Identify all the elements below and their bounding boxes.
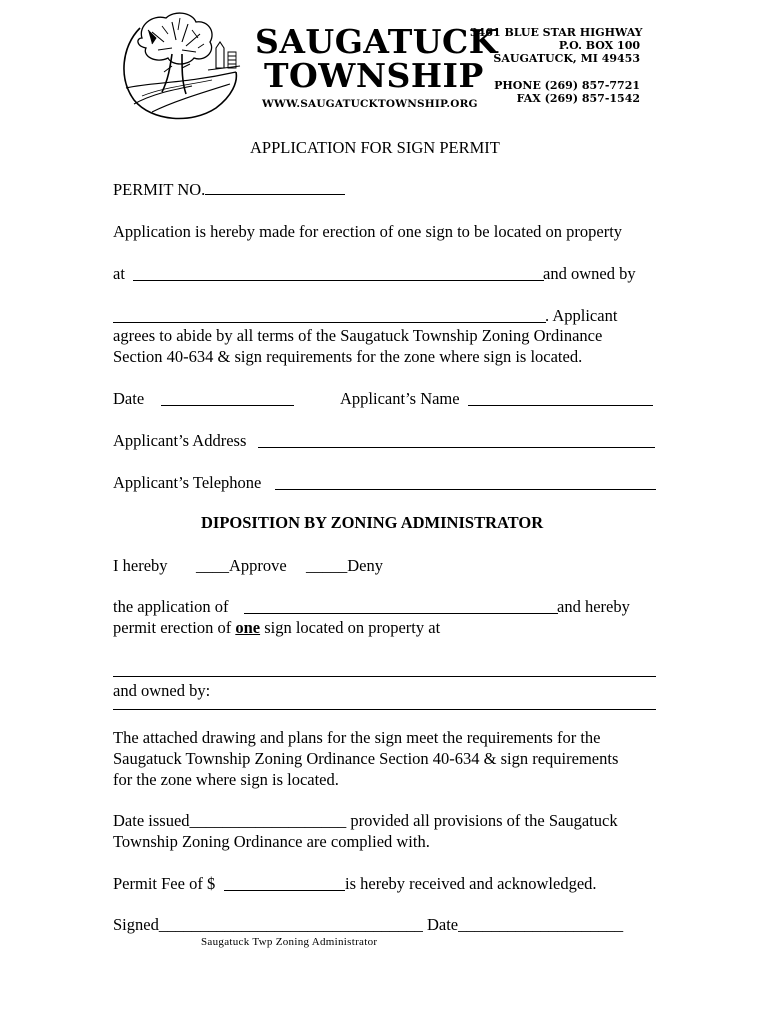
applicant-telephone-field[interactable]: [275, 489, 656, 490]
application-of-label: the application of: [113, 597, 229, 616]
approve-blank[interactable]: ____: [196, 556, 229, 575]
disposition-property-field[interactable]: [113, 676, 656, 677]
signed-label: Signed: [113, 915, 159, 934]
applicant-telephone-label: Applicant’s Telephone: [113, 473, 262, 492]
permit-erection-pre: permit erection of: [113, 618, 232, 637]
owner-name-field[interactable]: [113, 322, 546, 323]
and-hereby-label: and hereby: [557, 597, 630, 616]
address-block: [470, 26, 643, 105]
applicant-address-field[interactable]: [258, 447, 655, 448]
permit-no-field[interactable]: [205, 193, 345, 195]
requirements-line1: The attached drawing and plans for the sign meet the requirements for the: [113, 728, 601, 747]
agreement-line1: agrees to abide by all terms of the Saugatuck Township Zoning Ordinance: [113, 326, 603, 345]
permit-fee-label: Permit Fee of $: [113, 874, 216, 893]
owned-by-label: and owned by: [543, 264, 636, 283]
tree-landscape-logo-icon: [112, 8, 244, 126]
disposition-owned-by-label: and owned by:: [113, 681, 211, 700]
address-line3: SAUGATUCK, MI 49453: [493, 52, 640, 65]
property-location-field[interactable]: [133, 280, 544, 281]
provided-text: provided all provisions of the Saugatuck: [350, 811, 618, 830]
permit-no-row: [113, 179, 345, 200]
fax-number: FAX (269) 857-1542: [516, 92, 640, 105]
complied-text: Township Zoning Ordinance are complied with.: [113, 832, 430, 851]
intro-text: Application is hereby made for erection of one sign to be located on property: [113, 222, 623, 241]
deny-label: Deny: [347, 556, 383, 575]
date-issued-row: [113, 810, 618, 831]
administrator-caption: Saugatuck Twp Zoning Administrator: [201, 936, 378, 948]
org-name-line1: SAUGATUCK: [255, 22, 498, 61]
requirements-line2: Saugatuck Township Zoning Ordinance Section 40-634 & sign requirements: [113, 749, 619, 768]
requirements-line3: for the zone where sign is located.: [113, 770, 339, 789]
signed-date-label: Date: [426, 915, 459, 934]
signed-date-field[interactable]: ____________________: [458, 915, 624, 934]
at-label: at: [113, 264, 125, 283]
form-title: APPLICATION FOR SIGN PERMIT: [250, 138, 500, 157]
applicant-suffix: . Applicant: [545, 306, 618, 325]
agreement-line2: Section 40-634 & sign requirements for the zone where sign is located.: [113, 347, 583, 366]
applicant-address-label: Applicant’s Address: [113, 431, 247, 450]
applicant-name-label: Applicant’s Name: [340, 389, 460, 408]
address-line1: 3461 BLUE STAR HIGHWAY: [470, 26, 643, 39]
disposition-owner-field[interactable]: [113, 709, 656, 710]
approve-label: Approve: [229, 556, 287, 575]
one-emphasis: one: [235, 618, 261, 637]
property-location-row: [113, 263, 125, 284]
permit-erection-post: sign located on property at: [264, 618, 441, 637]
date-issued-label: Date issued: [113, 811, 190, 830]
website-url: WWW.SAUGATUCKTOWNSHIP.ORG: [262, 98, 478, 110]
permit-fee-field[interactable]: [224, 890, 345, 891]
permit-no-label: PERMIT NO.: [113, 180, 206, 199]
fee-acknowledged-text: is hereby received and acknowledged.: [345, 874, 597, 893]
application-of-field[interactable]: [244, 613, 558, 614]
approve-option[interactable]: [196, 555, 287, 576]
i-hereby-label: I hereby: [113, 556, 168, 575]
deny-option[interactable]: [306, 555, 383, 576]
disposition-heading: DIPOSITION BY ZONING ADMINISTRATOR: [201, 513, 544, 532]
date-label: Date: [113, 389, 145, 408]
date-field[interactable]: [161, 405, 294, 406]
applicant-name-field[interactable]: [468, 405, 653, 406]
signature-field[interactable]: ________________________________: [158, 915, 423, 934]
date-issued-field[interactable]: ___________________: [189, 811, 347, 830]
address-line2: P.O. BOX 100: [558, 39, 640, 52]
permit-erection-line: [113, 617, 440, 638]
deny-blank[interactable]: _____: [306, 556, 348, 575]
signed-row: [113, 914, 623, 935]
phone-number: PHONE (269) 857-7721: [494, 79, 640, 92]
org-name-line2: TOWNSHIP: [264, 56, 484, 95]
